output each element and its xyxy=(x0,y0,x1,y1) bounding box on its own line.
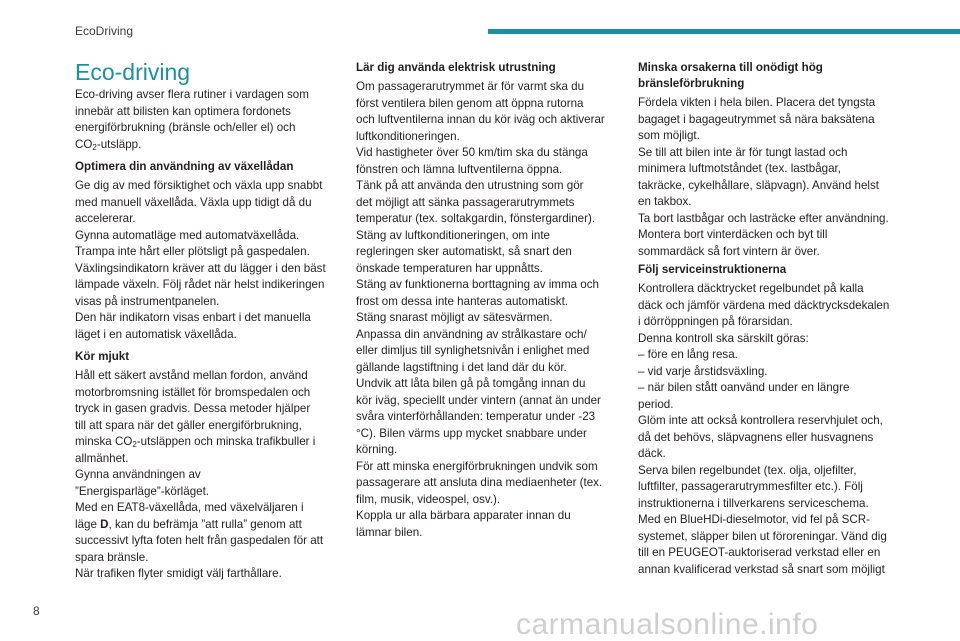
text-line: Vid hastigheter över 50 km/tim ska du stänga xyxy=(356,146,588,159)
heading-electrical-equipment: Lär dig använda elektrisk utrustning xyxy=(356,61,556,74)
co2-text: CO xyxy=(75,137,93,151)
text-line: accelererar. xyxy=(75,212,136,225)
text-line-gear-d xyxy=(75,517,343,534)
text-line: Den här indikatorn visas enbart i det manuella xyxy=(75,311,311,324)
text-line: frost om dessa inte hanteras automatiskt. xyxy=(356,294,569,308)
text-line: körning. xyxy=(356,443,398,456)
text-line: det möjligt att sänka passagerarutrymmets xyxy=(356,195,575,209)
text-line: visas på instrumentpanelen. xyxy=(75,294,220,308)
text-line: Håll ett säkert avstånd mellan fordon, använd xyxy=(75,369,308,382)
text-line: luftfilter, passagerarutrymmesfilter etc.). Följ xyxy=(638,480,863,493)
text-line: då det behövs, släpvagnens eller husvagnens xyxy=(638,430,874,444)
column-3 xyxy=(638,58,910,578)
text-line: – vid varje årstidsväxling. xyxy=(638,364,768,378)
text-line: sommardäck så fort vintern är över. xyxy=(638,244,820,258)
text-line: °C). Bilen värms upp mycket snabbare under xyxy=(356,426,587,440)
heading-line: Minska orsakerna till onödigt hög xyxy=(638,61,823,74)
text-line: en takbox. xyxy=(638,195,692,208)
text-line: När trafiken flyter smidigt välj farthållare. xyxy=(75,567,282,580)
co2-text: minska CO xyxy=(75,435,133,448)
reduce-consumption-paragraph xyxy=(638,95,910,260)
text-line: Med en EAT8-växellåda, med växelväljaren i xyxy=(75,501,304,514)
text-line: lämnar bilen. xyxy=(356,525,423,539)
co2-suffix: -utsläppen och minska trafikbuller i xyxy=(136,435,316,448)
intro-line: Eco-driving avser flera rutiner i vardagen som xyxy=(75,88,309,101)
text-line: Undvik att låta bilen gå på tomgång innan du xyxy=(356,377,586,390)
text-line: önskade temperaturen har uppnåtts. xyxy=(356,261,543,275)
gearbox-paragraph xyxy=(75,178,343,343)
text-line: Trampa inte hårt eller plötsligt på gaspedalen. xyxy=(75,245,310,258)
heading-service-instructions: Följ serviceinstruktionerna xyxy=(638,263,787,276)
text-line: däck. xyxy=(638,447,666,460)
text-line: period. xyxy=(638,397,674,411)
watermark: carmanualsonline.info xyxy=(516,608,819,641)
heading-line: bränsleförbrukning xyxy=(638,77,745,90)
text-line: Anpassa din användning av strålkastare och/ xyxy=(356,327,587,341)
text-line: regleringen sker automatiskt, så snart den xyxy=(356,245,572,258)
text-line: Gynna automatläge med automatväxellåda. xyxy=(75,228,300,242)
text-line: däck och jämför värdena med däcktrycksdekalen xyxy=(638,298,890,312)
page-number: 8 xyxy=(33,604,40,618)
gear-d-label: D xyxy=(100,517,109,531)
text-line: Stäng snarast möjligt av sätesvärmen. xyxy=(356,311,553,324)
column-1 xyxy=(75,58,343,583)
text-line: instruktionerna i tillverkarens serviceschema. xyxy=(638,496,869,510)
text-line: Koppla ur alla bärbara apparater innan du xyxy=(356,509,571,522)
text-line: För att minska energiförbrukningen undvik som xyxy=(356,459,598,473)
text-line: Växlingsindikatorn kräver att du lägger i den bäst xyxy=(75,261,326,275)
text-line: till att spara när det gäller energiförbrukning, xyxy=(75,418,302,432)
text-line: eller dimljus till synlighetsnivån i enlighet med xyxy=(356,344,590,357)
text-line: bagaget i bagageutrymmet så nära baksätena xyxy=(638,112,875,126)
text-line: temperatur (tex. soltakgardin, fönstergardiner). xyxy=(356,212,596,225)
text-line: passagerare att ansluta dina mediaenheter (tex. xyxy=(356,476,603,489)
text-line: Serva bilen regelbundet (tex. olja, oljefilter, xyxy=(638,463,857,477)
co2-subscript: 2 xyxy=(92,142,97,152)
text-line: med manuell växellåda. Växla upp tidigt då du xyxy=(75,195,312,209)
heading-gearbox: Optimera din användning av växellådan xyxy=(75,160,294,173)
text-line: Stäng av luftkonditioneringen, om inte xyxy=(356,228,550,242)
heading-drive-smoothly: Kör mjukt xyxy=(75,350,130,363)
text-line: Ge dig av med försiktighet och växla upp snabbt xyxy=(75,179,323,192)
text-line: – före en lång resa. xyxy=(638,348,738,361)
electrical-equipment-paragraph xyxy=(356,79,626,541)
text-line: svåra vinterförhållanden: temperatur under -23 xyxy=(356,410,596,423)
text-line: Se till att bilen inte är för tungt lastad och xyxy=(638,145,848,159)
co2-subscript: 2 xyxy=(132,440,137,449)
text-line: takräcke, cykelhållare, släpvagn). Använd helst xyxy=(638,178,880,192)
text-line: motorbromsning istället för bromspedalen och xyxy=(75,385,311,399)
text-line: lämpade växeln. Följ rådet när helst indikeringen xyxy=(75,278,325,291)
intro-line: energiförbrukning (bränsle och/eller el) och xyxy=(75,121,296,134)
text-line: systemet, släpper bilen ut föroreningar. Vänd dig xyxy=(638,529,887,543)
text-line: Gynna användningen av xyxy=(75,468,201,481)
text-line: ”Energisparläge”-körläget. xyxy=(75,484,210,498)
text-line: allmänhet. xyxy=(75,451,129,465)
text-line: och luftventilerna innan du kör iväg och aktiverar xyxy=(356,113,605,126)
column-2 xyxy=(356,58,626,541)
text-line: läget i en automatisk växellåda. xyxy=(75,327,237,341)
text-line: fönstren och lämna luftventilerna öppna. xyxy=(356,162,563,176)
text-line: till en PEUGEOT-auktoriserad verkstad eller en xyxy=(638,546,881,559)
intro-line: innebär att bilisten kan optimera fordonets xyxy=(75,104,291,118)
text-line: Glöm inte att också kontrollera reservhjulet och, xyxy=(638,414,883,427)
text-line: som möjligt. xyxy=(638,129,700,142)
intro-line-co2 xyxy=(75,137,343,154)
text-line: i dörröppningen på förarsidan. xyxy=(638,315,793,328)
intro-paragraph xyxy=(75,87,343,153)
text-line: gällande lagstiftning i det land där du kör. xyxy=(356,360,567,374)
text-line-co2 xyxy=(75,434,343,451)
text-line: minimera luftmotståndet (tex. lastbågar, xyxy=(638,162,841,175)
drive-smoothly-paragraph xyxy=(75,368,343,583)
text-line: tryck in gasen gradvis. Dessa metoder hjälper xyxy=(75,402,311,415)
text-line: först ventilera bilen genom att öppna rutorna xyxy=(356,96,584,110)
text-line: Kontrollera däcktrycket regelbundet på kalla xyxy=(638,282,864,295)
text-line: film, musik, videospel, osv.). xyxy=(356,492,501,506)
page-title: Eco-driving xyxy=(75,59,191,85)
header-section-label: EcoDriving xyxy=(75,24,134,38)
text-line: Om passagerarutrymmet är för varmt ska du xyxy=(356,80,585,93)
text-line: Ta bort lastbågar och lasträcke efter användning. xyxy=(638,211,889,225)
gear-text: , kan du befrämja ”att rulla” genom att xyxy=(108,517,302,531)
text-line: Montera bort vinterdäcken och byt till xyxy=(638,228,828,241)
text-line: annan kvalificerad verkstad så snart som möjligt xyxy=(638,562,885,576)
service-instructions-paragraph xyxy=(638,281,910,578)
text-line: successivt lyfta foten helt från gaspedalen för att xyxy=(75,534,324,547)
header-accent-bar xyxy=(488,29,960,34)
text-line: Denna kontroll ska särskilt göras: xyxy=(638,331,809,345)
co2-suffix: -utsläpp. xyxy=(96,137,142,151)
gear-text: läge xyxy=(75,517,101,531)
heading-reduce-consumption xyxy=(638,60,910,92)
text-line: Med en BlueHDi-dieselmotor, vid fel på SCR- xyxy=(638,513,870,526)
text-line: Fördela vikten i hela bilen. Placera det tyngsta xyxy=(638,96,876,109)
text-line: Stäng av funktionerna borttagning av imma och xyxy=(356,278,599,291)
text-line: spara bränsle. xyxy=(75,550,149,564)
text-line: Tänk på att använda den utrustning som gör xyxy=(356,179,584,192)
text-line: kör iväg, speciellt under vintern (annat än under xyxy=(356,393,601,407)
text-line: luftkonditioneringen. xyxy=(356,129,460,143)
text-line: – när bilen stått oanvänd under en längre xyxy=(638,381,850,394)
